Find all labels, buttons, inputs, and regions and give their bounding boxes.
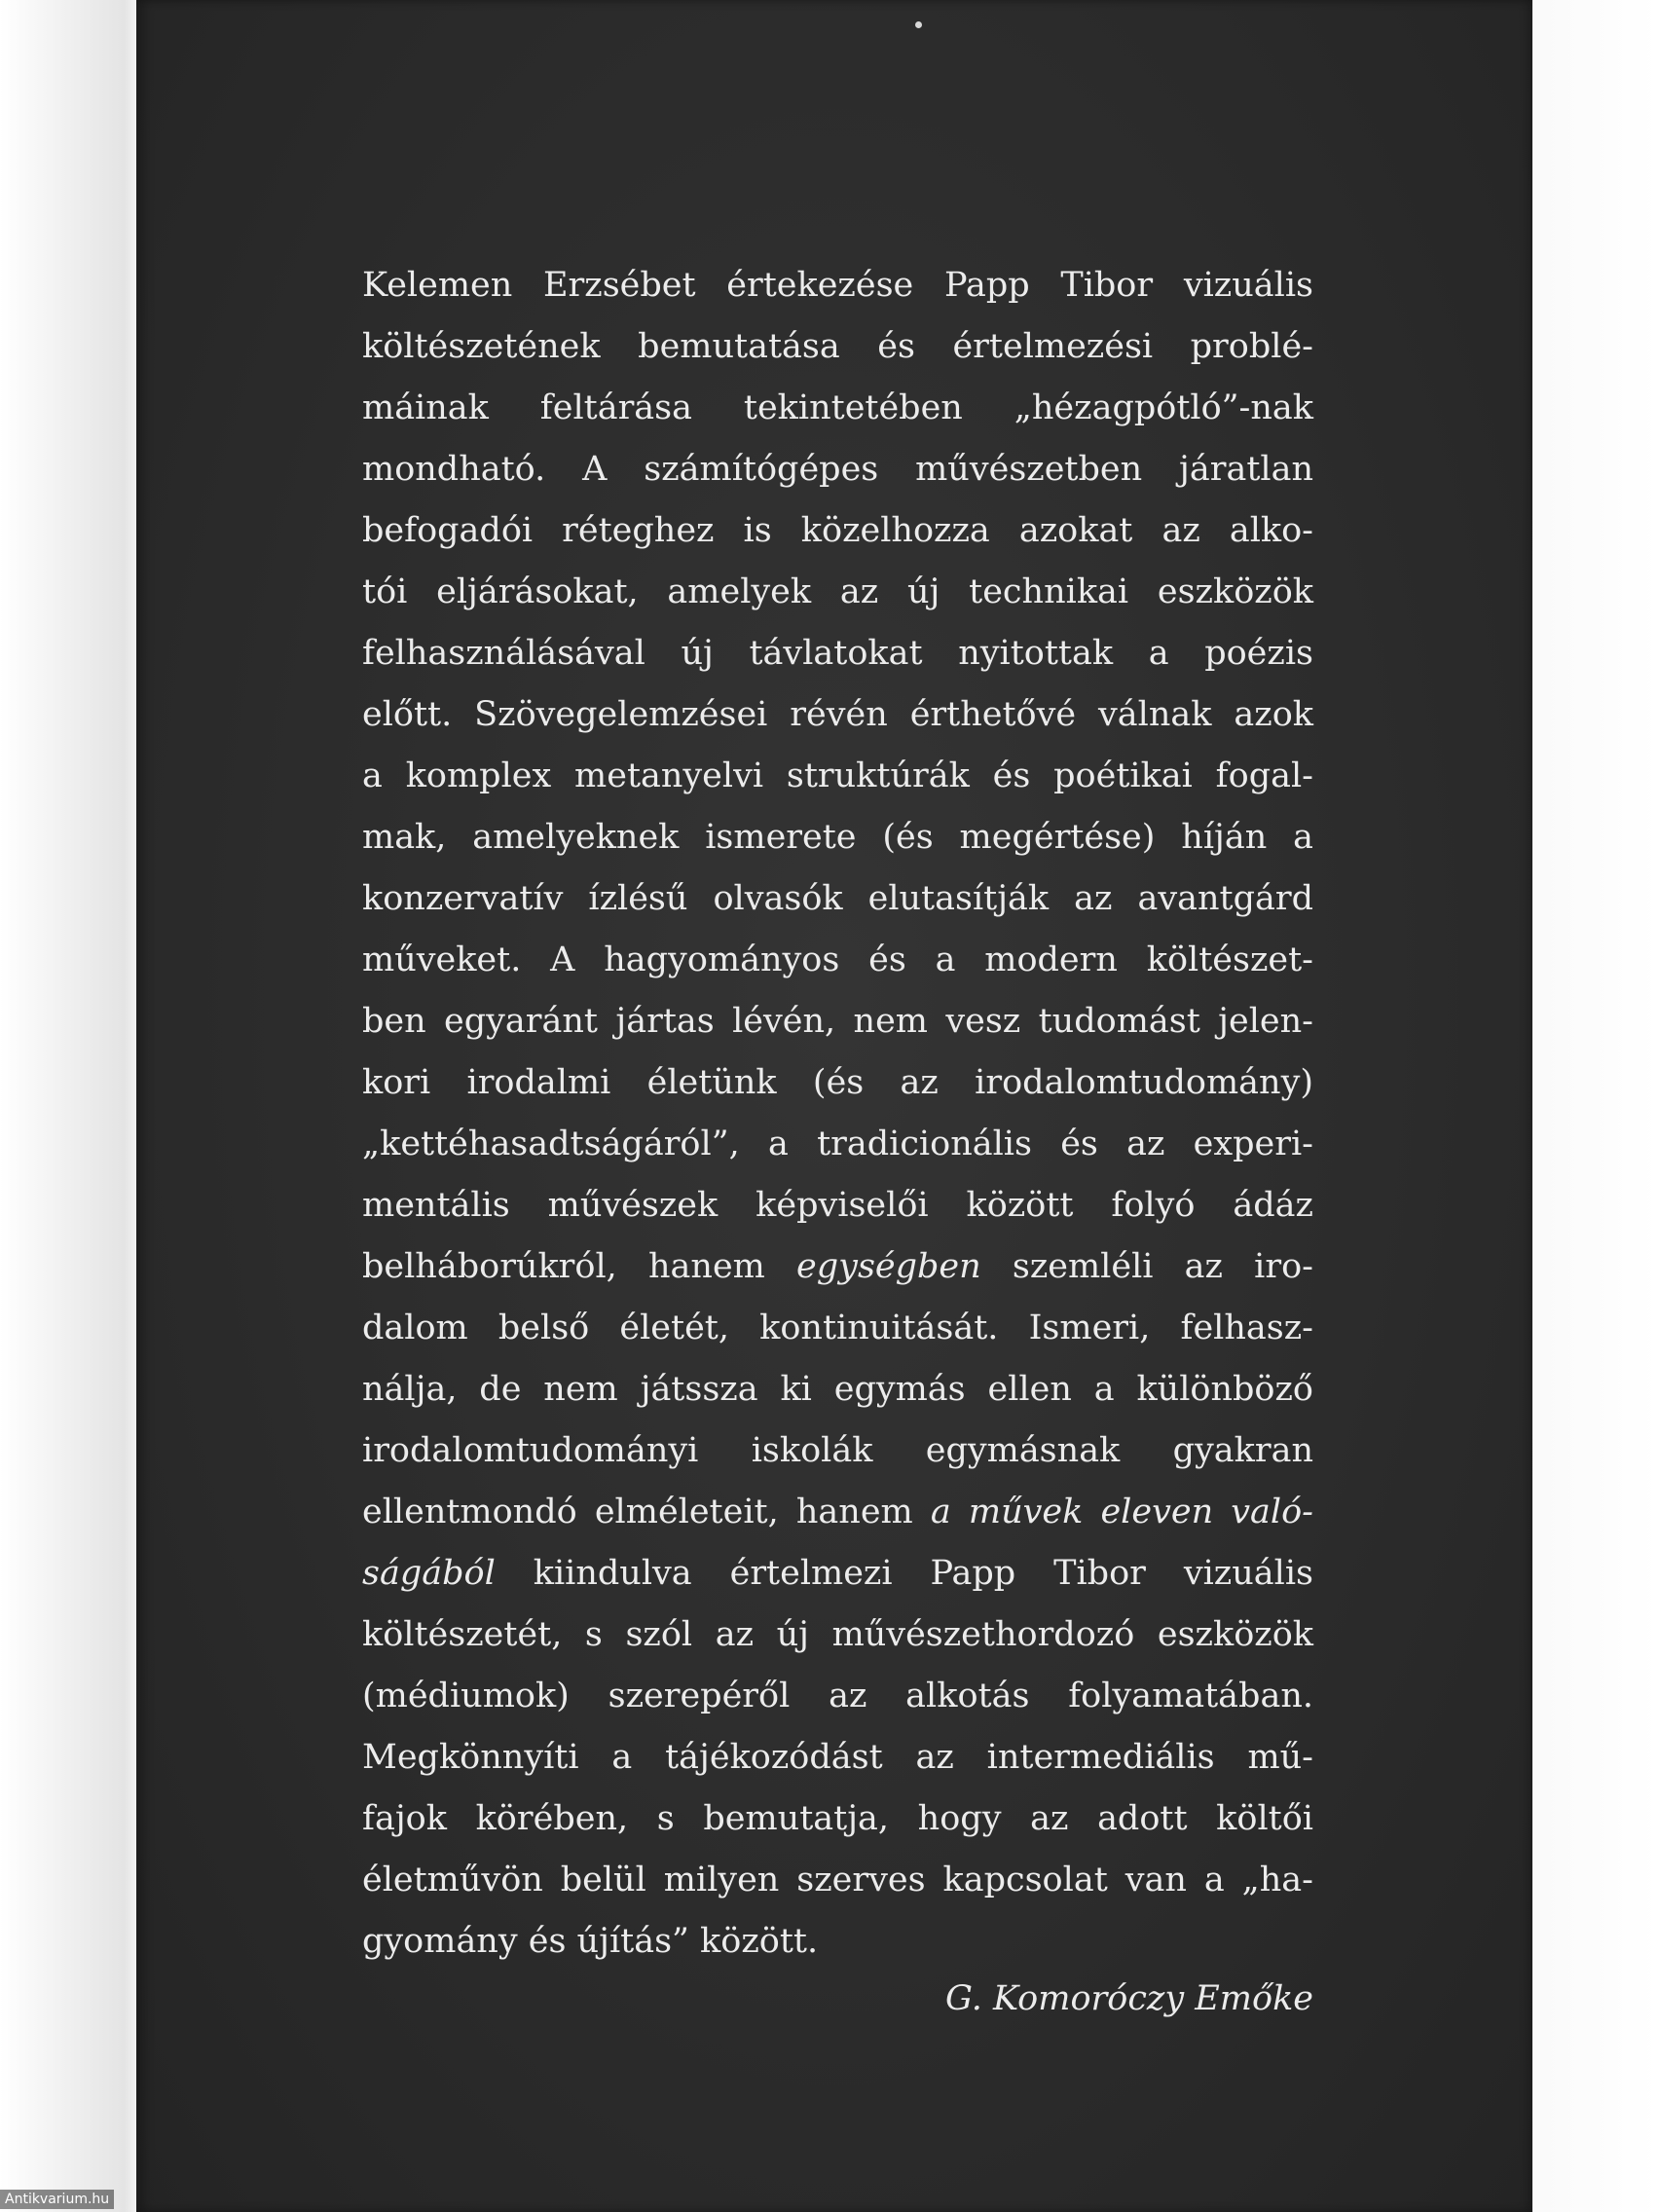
blurb-line: felhasználásával új távlatokat nyitottak a poézis [362,634,1313,673]
blurb-line: (médiumok) szerepéről az alkotás folyamatában. [362,1677,1313,1715]
blurb-line-with-italic [362,1236,1313,1298]
blurb-line: gyomány és újítás” között. [362,1922,819,1961]
blurb-line: életművön belül milyen szerves kapcsolat van a „ha- [362,1861,1313,1899]
blurb-line: Kelemen Erzsébet értekezése Papp Tibor vizuális [362,266,1313,305]
blurb-line: fajok körében, s bemutatja, hogy az adott költői [362,1799,1313,1838]
blurb-line: költészetét, s szól az új művészethordozó eszközök [362,1615,1313,1654]
blurb-line: máinak feltárása tekintetében „hézagpótló”-nak [362,388,1313,427]
blurb-text-run: ellentmondó elméleteit, hanem [362,1493,931,1531]
blurb-line: mak, amelyeknek ismerete (és megértése) híján a [362,818,1313,857]
blurb-line: konzervatív ízlésű olvasók elutasítják az avantgárd [362,879,1313,918]
author-signature: G. Komoróczy Emőke [945,1979,1313,2018]
blurb-line: befogadói réteghez is közelhozza azokat az alko- [362,511,1313,550]
blurb-line: nálja, de nem játssza ki egymás ellen a különböző [362,1370,1313,1409]
blurb-line: mondható. A számítógépes művészetben járatlan [362,450,1313,489]
source-watermark: Antikvarium.hu [0,2190,114,2209]
blurb-text-run: kiindulva értelmezi Papp Tibor vizuális [495,1554,1313,1593]
blurb-line: tói eljárásokat, amelyek az új technikai eszközök [362,572,1313,611]
blurb-text-run: szemléli az iro- [980,1247,1313,1286]
blurb-line: költészetének bemutatása és értelmezési problé- [362,327,1313,366]
cover-dust-dot [915,21,922,28]
blurb-italic-emphasis: ságából [362,1554,496,1593]
blurb-line: előtt. Szövegelemzései révén érthetővé válnak azok [362,695,1313,734]
blurb-line: irodalomtudományi iskolák egymásnak gyakran [362,1431,1313,1470]
blurb-line-with-italic [362,1543,1313,1604]
blurb-italic-emphasis: a művek eleven való- [930,1493,1313,1531]
blurb-line: dalom belső életét, kontinuitását. Ismeri, felhasz- [362,1309,1313,1347]
blurb-line: kori irodalmi életünk (és az irodalomtudomány) [362,1063,1313,1102]
blurb-line: mentális művészek képviselői között folyó ádáz [362,1186,1313,1225]
blurb-italic-emphasis: egységben [796,1247,981,1286]
blurb-line: ben egyaránt jártas lévén, nem vesz tudomást jelen- [362,1002,1313,1041]
blurb-line: „kettéhasadtságáról”, a tradicionális és az experi- [362,1124,1313,1163]
blurb-line: Megkönnyíti a tájékozódást az intermediális mű- [362,1738,1313,1777]
blurb-line: műveket. A hagyományos és a modern költészet- [362,940,1313,979]
blurb-text-run: belháborúkról, hanem [362,1247,797,1286]
blurb-line-with-italic [362,1482,1313,1543]
blurb-line: a komplex metanyelvi struktúrák és poétikai fogal- [362,756,1313,795]
blurb-text [362,255,1313,1972]
